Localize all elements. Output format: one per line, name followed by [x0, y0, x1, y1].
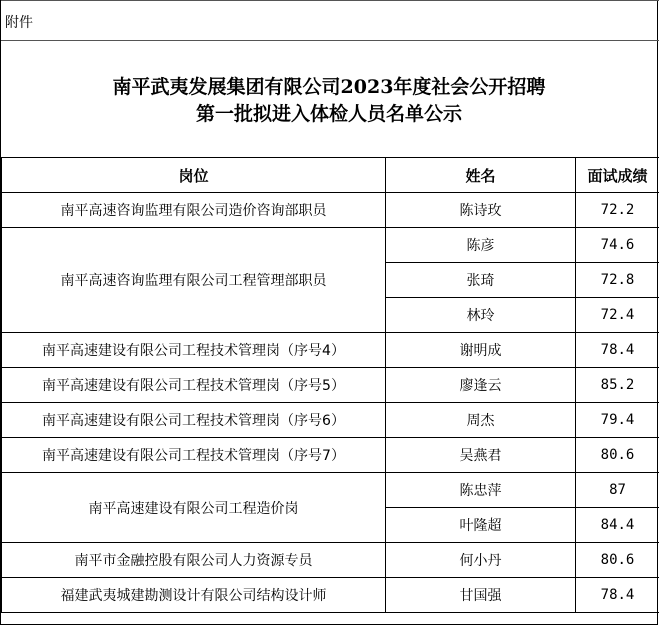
position-cell: 南平高速建设有限公司工程技术管理岗（序号7） — [2, 438, 386, 473]
score-cell: 80.6 — [576, 543, 659, 578]
candidate-table — [1, 157, 659, 613]
name-cell: 张琦 — [386, 263, 576, 298]
header-divider — [1, 40, 659, 41]
table-row — [2, 473, 659, 508]
score-cell: 72.4 — [576, 298, 659, 333]
position-cell: 南平高速咨询监理有限公司工程管理部职员 — [2, 228, 386, 333]
table-row — [2, 193, 659, 228]
table-row — [2, 578, 659, 613]
name-cell: 甘国强 — [386, 578, 576, 613]
position-cell: 南平高速建设有限公司工程技术管理岗（序号4） — [2, 333, 386, 368]
position-cell: 南平高速建设有限公司工程技术管理岗（序号5） — [2, 368, 386, 403]
score-cell: 78.4 — [576, 578, 659, 613]
position-cell: 南平高速建设有限公司工程造价岗 — [2, 473, 386, 543]
score-cell: 85.2 — [576, 368, 659, 403]
name-cell: 谢明成 — [386, 333, 576, 368]
position-cell: 南平高速咨询监理有限公司造价咨询部职员 — [2, 193, 386, 228]
score-cell: 84.4 — [576, 508, 659, 543]
title-line-1: 南平武夷发展集团有限公司2023年度社会公开招聘 — [112, 76, 546, 98]
name-cell: 何小丹 — [386, 543, 576, 578]
name-cell: 陈彦 — [386, 228, 576, 263]
header-score: 面试成绩 — [576, 158, 659, 193]
score-cell: 72.8 — [576, 263, 659, 298]
title-line-2: 第一批拟进入体检人员名单公示 — [195, 103, 462, 125]
table-row — [2, 333, 659, 368]
score-cell: 80.6 — [576, 438, 659, 473]
top-border — [1, 0, 659, 1]
table-row — [2, 543, 659, 578]
name-cell: 陈忠萍 — [386, 473, 576, 508]
score-cell: 74.6 — [576, 228, 659, 263]
document-title — [1, 74, 657, 128]
name-cell: 林玲 — [386, 298, 576, 333]
score-cell: 78.4 — [576, 333, 659, 368]
header-name: 姓名 — [386, 158, 576, 193]
name-cell: 周杰 — [386, 403, 576, 438]
score-cell: 72.2 — [576, 193, 659, 228]
header-position: 岗位 — [2, 158, 386, 193]
position-cell: 南平高速建设有限公司工程技术管理岗（序号6） — [2, 403, 386, 438]
name-cell: 叶隆超 — [386, 508, 576, 543]
attachment-label: 附件 — [5, 15, 33, 31]
position-cell: 南平市金融控股有限公司人力资源专员 — [2, 543, 386, 578]
table-row — [2, 228, 659, 263]
name-cell: 廖逢云 — [386, 368, 576, 403]
name-cell: 吴燕君 — [386, 438, 576, 473]
position-cell: 福建武夷城建勘测设计有限公司结构设计师 — [2, 578, 386, 613]
table-row — [2, 438, 659, 473]
score-cell: 87 — [576, 473, 659, 508]
table-row — [2, 368, 659, 403]
table-row — [2, 403, 659, 438]
table-header-row — [2, 158, 659, 193]
score-cell: 79.4 — [576, 403, 659, 438]
name-cell: 陈诗玫 — [386, 193, 576, 228]
